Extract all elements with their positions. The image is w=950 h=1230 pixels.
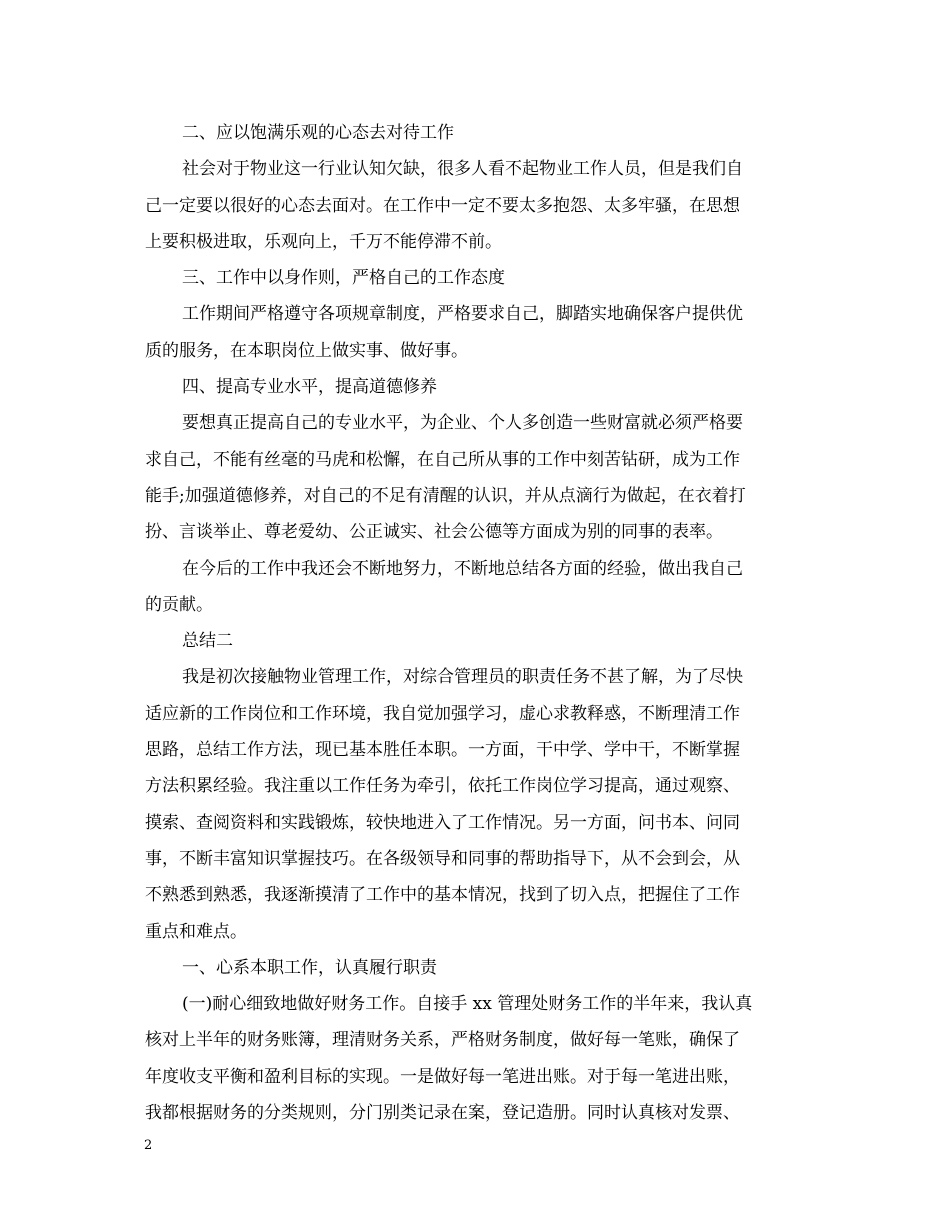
text-line: 思路，总结工作方法，现已基本胜任本职。一方面，干中学、学中干，不断掌握 — [145, 740, 740, 761]
paragraph — [145, 115, 810, 151]
text-line: 要想真正提高自己的专业水平，为企业、个人多创造一些财富就必须严格要 — [182, 413, 743, 434]
text-line: 质的服务，在本职岗位上做实事、做好事。 — [145, 340, 468, 361]
paragraph — [145, 296, 810, 369]
text-line: 上要积极进取，乐观向上，千万不能停滞不前。 — [145, 231, 502, 252]
text-line: 总结二 — [182, 631, 233, 652]
text-line: 一、心系本职工作，认真履行职责 — [182, 957, 437, 978]
text-line: 扮、言谈举止、尊老爱幼、公正诚实、社会公德等方面成为别的同事的表率。 — [145, 522, 723, 543]
text-line: 三、工作中以身作则，严格自己的工作态度 — [182, 268, 505, 289]
paragraph — [145, 950, 810, 986]
page-number: 2 — [144, 1138, 153, 1153]
text-line: 方法积累经验。我注重以工作任务为牵引，依托工作岗位学习提高，通过观察、 — [145, 776, 740, 797]
paragraph — [145, 260, 810, 296]
text-line: 四、提高专业水平，提高道德修养 — [182, 377, 437, 398]
text-line: 能手;加强道德修养，对自己的不足有清醒的认识，并从点滴行为做起，在衣着打 — [145, 485, 746, 506]
text-line: 适应新的工作岗位和工作环境，我自觉加强学习，虚心求教释惑，不断理清工作 — [145, 703, 740, 724]
text-line: 社会对于物业这一行业认知欠缺，很多人看不起物业工作人员，但是我们自 — [182, 159, 743, 180]
text-line: 年度收支平衡和盈利目标的实现。一是做好每一笔进出账。对于每一笔进出账， — [145, 1066, 740, 1087]
paragraph — [145, 151, 810, 260]
text-line: 事，不断丰富知识掌握技巧。在各级领导和同事的帮助指导下，从不会到会，从 — [145, 848, 740, 869]
text-line: 二、应以饱满乐观的心态去对待工作 — [182, 123, 454, 143]
document-body — [145, 115, 810, 1131]
text-line: (一)耐心细致地做好财务工作。自接手 xx 管理处财务工作的半年来，我认真 — [182, 994, 753, 1015]
text-line: 重点和难点。 — [145, 921, 247, 942]
paragraph — [145, 369, 810, 405]
text-line: 我是初次接触物业管理工作，对综合管理员的职责任务不甚了解，为了尽快 — [182, 667, 743, 688]
paragraph — [145, 623, 810, 659]
text-line: 工作期间严格遵守各项规章制度，严格要求自己，脚踏实地确保客户提供优 — [182, 304, 743, 325]
paragraph — [145, 659, 810, 949]
text-line: 不熟悉到熟悉，我逐渐摸清了工作中的基本情况，找到了切入点，把握住了工作 — [145, 885, 740, 906]
text-line: 在今后的工作中我还会不断地努力，不断地总结各方面的经验，做出我自己 — [182, 558, 743, 579]
text-line: 求自己，不能有丝毫的马虎和松懈，在自己所从事的工作中刻苦钻研，成为工作 — [145, 449, 740, 470]
paragraph — [145, 551, 810, 624]
text-line: 摸索、查阅资料和实践锻炼，较快地进入了工作情况。另一方面，问书本、问同 — [145, 812, 740, 833]
text-line: 核对上半年的财务账簿，理清财务关系，严格财务制度，做好每一笔账，确保了 — [145, 1030, 740, 1051]
paragraph — [145, 986, 810, 1131]
text-line: 我都根据财务的分类规则，分门别类记录在案，登记造册。同时认真核对发票、 — [145, 1103, 740, 1124]
text-line: 的贡献。 — [145, 594, 213, 615]
text-line: 己一定要以很好的心态去面对。在工作中一定不要太多抱怨、太多牢骚，在思想 — [145, 195, 740, 216]
paragraph — [145, 405, 810, 550]
